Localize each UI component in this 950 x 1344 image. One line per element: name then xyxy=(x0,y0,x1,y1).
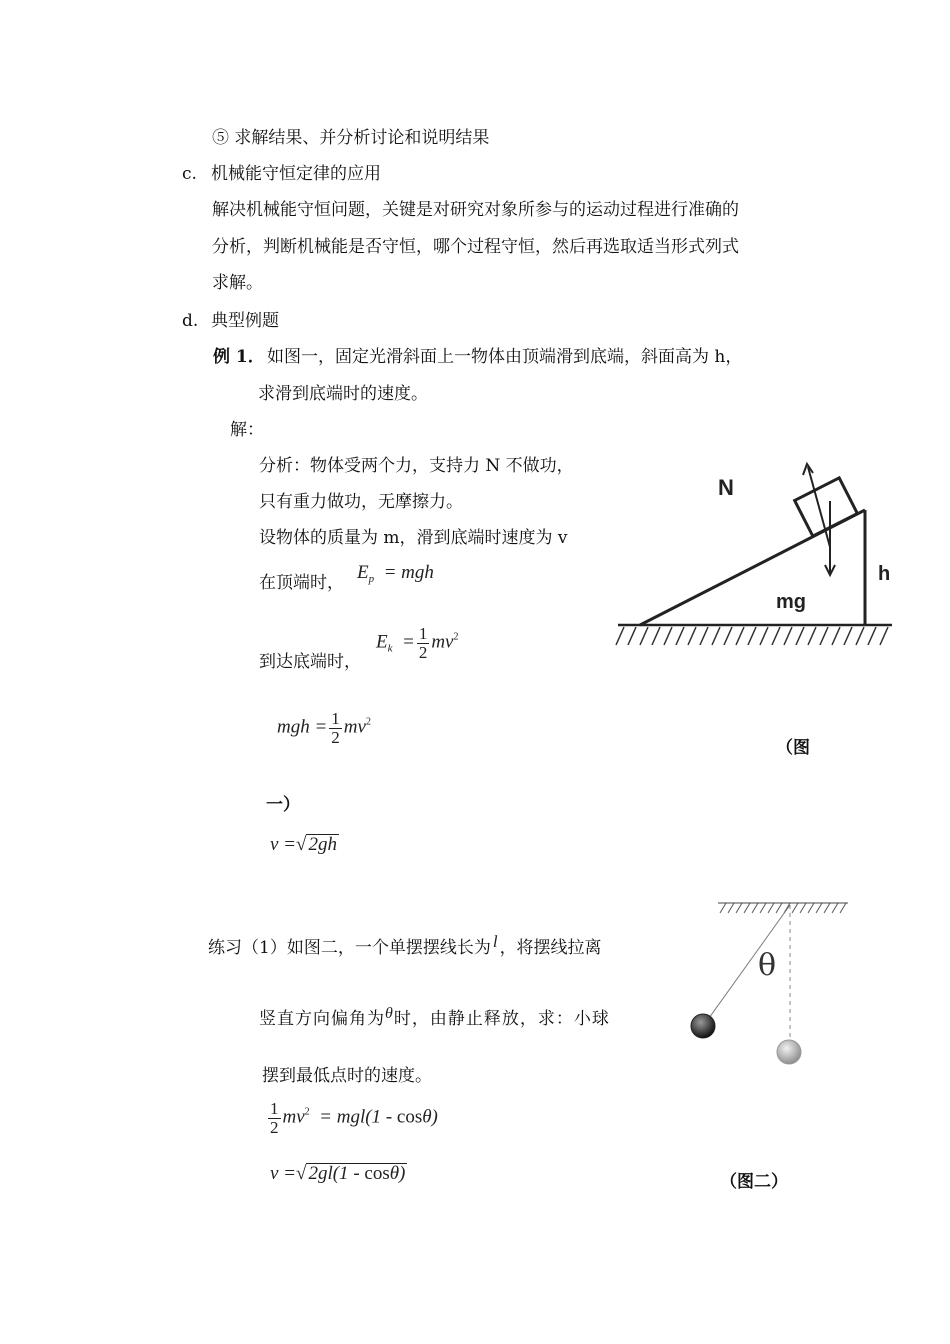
solve-label: 解： xyxy=(230,420,264,440)
exercise-1-line3: 摆到最低点时的速度。 xyxy=(262,1066,432,1086)
section-c-title: 机械能守恒定律的应用 xyxy=(211,164,381,184)
released-ball xyxy=(691,1014,715,1038)
example-1-line2: 求滑到底端时的速度。 xyxy=(258,384,428,404)
exercise-1-line1-start: 练习（1）如图二，一个单摆摆线长为 xyxy=(208,938,491,958)
exercise-1-line2-start: 竖直方向偏角为 xyxy=(259,1009,385,1029)
formula-ep: $E_p$ = mgh xyxy=(357,562,434,585)
theta-angle-label: θ xyxy=(758,948,777,983)
exercise-1-line1 xyxy=(208,933,602,957)
sliding-block xyxy=(795,478,858,536)
example-1-label: 例 1． xyxy=(213,347,265,367)
symbol-l: l xyxy=(492,932,498,951)
height-label: h xyxy=(878,563,891,585)
formula-velocity-2: v =√ 2gl(1 - cosθ) xyxy=(270,1163,406,1184)
formula-velocity-1: v =√ 2gh xyxy=(270,834,337,855)
ceiling-hatching xyxy=(720,903,846,913)
example-1-line1: 如图一，固定光滑斜面上一物体由顶端滑到底端，斜面高为 h， xyxy=(267,347,743,367)
section-c-para-line3: 求解。 xyxy=(212,273,263,293)
exercise-1-line1-end: ，将摆线拉离 xyxy=(499,938,602,958)
section-d-title: 典型例题 xyxy=(211,311,279,331)
assume-line: 设物体的质量为 m，滑到底端时速度为 v xyxy=(259,528,568,548)
section-c-para-line1: 解决机械能守恒问题，关键是对研究对象所参与的运动过程进行准确的 xyxy=(212,200,739,220)
at-top-label: 在顶端时， xyxy=(259,573,344,593)
lowest-point-ball xyxy=(777,1040,801,1064)
figure-1-label-b: 一） xyxy=(266,795,300,815)
section-c-para-line2: 分析，判断机械能是否守恒，哪个过程守恒，然后再选取适当形式列式 xyxy=(212,237,739,257)
formula-pendulum-energy: $\frac{1}{2}$ $mv^2 = mgl(1 - \cos\theta)$ xyxy=(270,1099,438,1137)
gravity-label: mg xyxy=(776,591,806,613)
symbol-theta: θ xyxy=(385,1005,394,1022)
analysis-line1: 分析：物体受两个力，支持力 N 不做功， xyxy=(259,456,574,476)
step-5-text: ⑤ 求解结果、并分析讨论和说明结果 xyxy=(212,128,490,148)
formula-ek: $E_k$ = $\frac{1}{2}$ $mv^2$ xyxy=(376,624,459,662)
pendulum-string xyxy=(704,905,790,1025)
pendulum-diagram xyxy=(682,895,854,1075)
formula-energy-balance: mgh = $\frac{1}{2}$ $mv^2$ xyxy=(277,709,371,747)
at-bottom-label: 到达底端时， xyxy=(259,652,361,672)
incline-diagram xyxy=(612,455,902,660)
exercise-1-line2-end: 时，由静止释放，求：小球 xyxy=(393,1009,610,1029)
exercise-1-line2 xyxy=(259,1006,610,1028)
section-c-marker: c. xyxy=(182,164,197,184)
figure-2-label: （图二） xyxy=(720,1172,788,1192)
ground-hatching xyxy=(616,627,888,645)
analysis-line2: 只有重力做功，无摩擦力。 xyxy=(259,492,463,512)
figure-1-label-a: （图 xyxy=(776,738,810,758)
section-d-marker: d. xyxy=(182,311,199,331)
normal-force-label: N xyxy=(718,475,734,500)
